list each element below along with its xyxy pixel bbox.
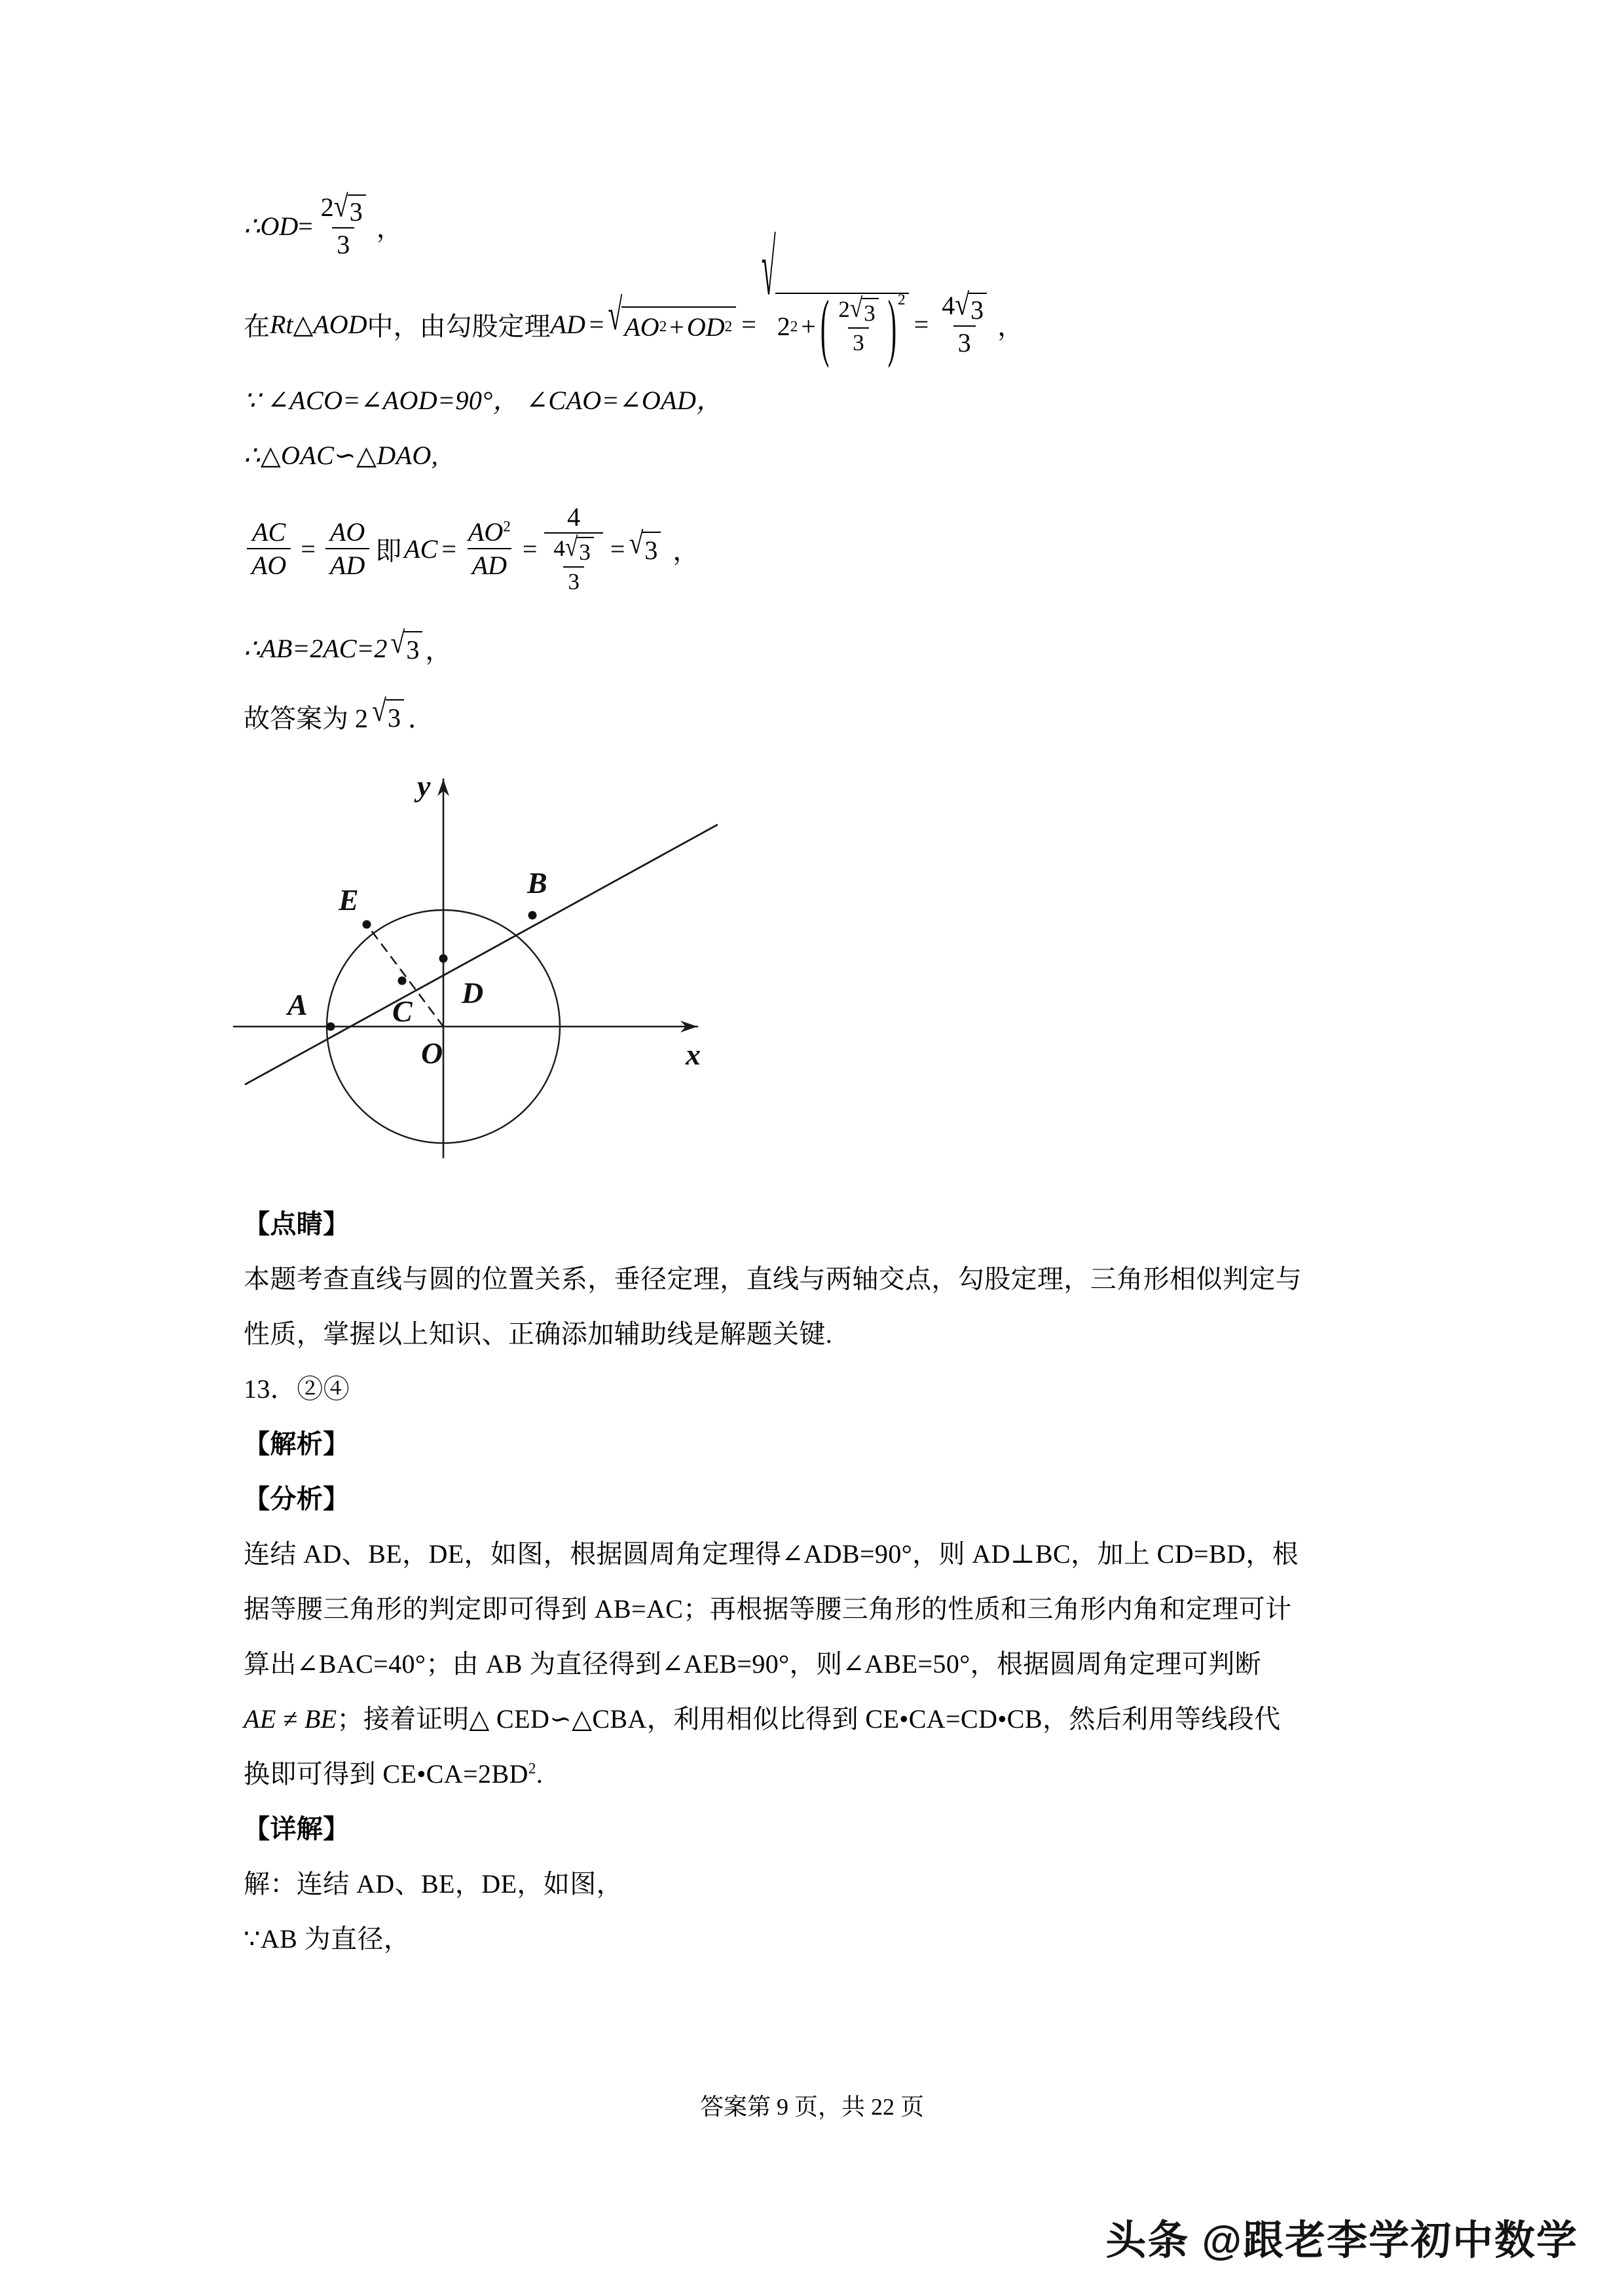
fenxi-line-5: [244, 1747, 1396, 1802]
fenxi-text-1: 连结 AD、BE，DE，如图，根据圆周角定理得∠ADB=90°，则 AD⊥BC，加上 CD=BD，根: [244, 1539, 1299, 1569]
label-y: y: [417, 769, 431, 803]
ae-ne-be-math: AE ≠ BE: [244, 1704, 337, 1734]
sqrt-big-expression: [761, 223, 909, 369]
fenxi-text-4: ；接着证明△ CED∽△CBA，利用相似比得到 CE•CA=CD•CB，然后利用等线段代: [337, 1704, 1281, 1734]
radical-sign-6: √: [564, 532, 578, 562]
xiangjie-line-2: [244, 1912, 1396, 1967]
jiexi-heading-text: 【解析】: [244, 1429, 350, 1459]
equation-similar-triangles: [244, 428, 1396, 483]
inner-coefficient: 2: [838, 297, 850, 323]
secant-line-ab: [246, 825, 717, 1084]
od-numerator: [316, 188, 371, 227]
dianjing-heading-text: 【点睛】: [244, 1209, 350, 1239]
ao-term: AO: [624, 312, 659, 342]
nested-sqrt: [564, 532, 594, 565]
page-footer-text: 答案第 9 页，共 22 页: [699, 2094, 924, 2120]
dianjing-body-line-2: [244, 1307, 1396, 1362]
jiexi-heading: [244, 1417, 1396, 1472]
radical-sign-9: √: [372, 693, 386, 728]
equation-ab: [244, 614, 1396, 682]
ab-sqrt-3: [390, 625, 422, 665]
label-b: B: [527, 866, 547, 900]
inner-denominator: 3: [848, 327, 869, 355]
inner-numerator: [834, 293, 883, 327]
plus-sign-1: +: [669, 312, 684, 342]
radicand: 3: [348, 194, 366, 226]
ratio-ao: AO: [247, 548, 291, 579]
equation-angles: [244, 373, 1396, 428]
answer-sqrt-3: [372, 693, 404, 733]
radical-sign: √: [333, 188, 348, 223]
equation-od: [244, 177, 1396, 275]
equals-sign-1: =: [589, 309, 604, 339]
pythagoras-comma: ，: [997, 311, 1024, 341]
fenxi-line-1: [244, 1527, 1396, 1582]
radicand-big: 2 2 + ( 2 √ 3 3 ) 2: [775, 293, 909, 355]
point-e-dot: [363, 920, 371, 929]
point-d-dot: [439, 955, 448, 963]
four-over-compound-fraction: [544, 503, 603, 594]
therefore-symbol: ∴: [244, 211, 261, 241]
fenxi-heading-text: 【分析】: [244, 1484, 350, 1514]
page-footer: [0, 2088, 1624, 2122]
xiangjie-heading: [244, 1802, 1396, 1857]
result-denominator: 3: [953, 325, 976, 357]
compound-denominator: [544, 532, 603, 594]
plus-sign-2: +: [801, 312, 816, 341]
radical-sign-2: √: [608, 289, 623, 339]
circle-line-diagram: [227, 765, 725, 1171]
fenxi-heading: [244, 1472, 1396, 1527]
ad-variable: AD: [550, 309, 585, 339]
inner-sqrt: [849, 293, 879, 326]
xiangjie-text-1: 解：连结 AD、BE，DE，如图，: [244, 1869, 623, 1899]
xiangjie-heading-text: 【详解】: [244, 1814, 350, 1844]
similar-text: ∴△OAC∽△DAO,: [244, 441, 439, 470]
fenxi-line-2: [244, 1582, 1396, 1637]
equation-pythagoras: [244, 223, 1396, 373]
od-fraction: [316, 188, 371, 259]
dianjing-body-text-2: 性质，掌握以上知识、正确添加辅助线是解题关键.: [244, 1319, 833, 1349]
right-paren: ): [887, 283, 897, 369]
point-a-dot: [327, 1023, 335, 1031]
radicand-sum-squares: AO 2 + OD 2: [621, 306, 736, 342]
equals-sign: =: [298, 211, 313, 241]
ratio-right-fraction: [325, 518, 369, 579]
fenxi-text-3: 算出∠BAC=40°；由 AB 为直径得到∠AEB=90°，则∠ABE=50°，根据圆周角定理可判断: [244, 1649, 1262, 1679]
answer-period: ．: [407, 703, 434, 733]
problem-13-answer-text: 13．②④: [244, 1374, 350, 1404]
label-x: x: [686, 1038, 701, 1071]
inner-radicand: 3: [862, 298, 879, 326]
four-numerator: 4: [567, 502, 581, 532]
watermark: [1105, 2208, 1578, 2266]
radical-sign-3: √: [761, 223, 776, 312]
ao-sq-base: AO: [468, 517, 504, 547]
ratio-equals-1: =: [301, 534, 316, 564]
problem-13-answer: [244, 1362, 1396, 1417]
answer-lead-text: 故答案为 2: [244, 703, 368, 733]
sqrt-3-radical: [333, 188, 366, 227]
geometry-figure-container: [244, 765, 1396, 1197]
ratio-equals-3: =: [522, 534, 538, 564]
ao-squared-over-ad: [464, 518, 515, 579]
fenxi-line-3: [244, 1637, 1396, 1692]
bd-exponent: 2: [528, 1760, 536, 1777]
marked-points-group: [327, 911, 537, 1031]
fenxi-text-2: 据等腰三角形的判定即可得到 AB=AC；再根据等腰三角形的性质和三角形内角和定理可计: [244, 1594, 1292, 1624]
result-radicand: 3: [969, 293, 987, 324]
ratio-ao2: AO: [329, 517, 365, 547]
ab-radicand: 3: [404, 631, 422, 665]
ad-denominator: AD: [468, 548, 511, 579]
angles-text: ∵ ∠ACO=∠AOD=90°， ∠CAO=∠OAD，: [244, 386, 723, 415]
radical-sign-4: √: [849, 293, 863, 323]
label-d: D: [462, 976, 484, 1010]
fenxi-text-5-post: .: [536, 1759, 544, 1789]
label-e: E: [339, 883, 359, 917]
ab-comma: ，: [425, 635, 452, 665]
inner-fraction: [834, 293, 883, 355]
therefore-symbol-2: ∴: [244, 633, 261, 663]
parenthesized-fraction: ( 2 √ 3 3 ) 2: [819, 297, 906, 355]
ab-expression: AB=2AC=2: [260, 633, 388, 663]
xiangjie-line-1: [244, 1857, 1396, 1912]
label-o: O: [421, 1036, 443, 1070]
point-c-dot: [398, 977, 407, 985]
nested-coefficient: 4: [553, 536, 565, 562]
ratio-ac-result: AC: [404, 534, 438, 564]
nested-radicand: 3: [577, 537, 594, 565]
pythagoras-lead-text: 在: [244, 311, 270, 341]
dianjing-heading: [244, 1197, 1396, 1252]
radical-sign-8: √: [390, 625, 405, 660]
fenxi-text-5-pre: 换即可得到 CE•CA=2BD: [244, 1759, 528, 1789]
od-term: OD: [686, 312, 725, 342]
watermark-text: 头条 @跟老李学初中数学: [1105, 2218, 1578, 2263]
ratio-comma: ，: [673, 536, 699, 566]
dianjing-body-line-1: [244, 1252, 1396, 1307]
pythagoras-result-fraction: [937, 286, 991, 357]
left-paren: (: [820, 283, 830, 369]
trailing-comma: ，: [376, 213, 403, 243]
equals-sign-3: =: [913, 309, 929, 339]
label-a: A: [287, 988, 308, 1021]
answer-radicand: 3: [386, 699, 404, 733]
page-content: [244, 177, 1396, 1967]
ratio-ad: AD: [325, 548, 369, 579]
radical-sign-7: √: [629, 525, 644, 560]
xiangjie-text-2: ∵AB 为直径，: [244, 1924, 411, 1954]
final-answer-line: [244, 682, 1396, 750]
equation-ratio: [244, 483, 1396, 614]
final-sqrt-3: [629, 525, 661, 566]
radical-sign-5: √: [955, 286, 970, 321]
ratio-ac: AC: [252, 517, 286, 547]
pythagoras-mid-text: 中，由勾股定理: [367, 311, 551, 341]
ao-squared-numerator: [464, 518, 515, 547]
equals-sign-2: =: [741, 309, 756, 339]
fenxi-line-4: [244, 1692, 1396, 1747]
result-sqrt: [955, 286, 987, 325]
nested-numerator: [549, 532, 599, 566]
result-numerator: [937, 286, 991, 325]
dianjing-body-text-1: 本题考查直线与圆的位置关系，垂径定理，直线与两轴交点，勾股定理，三角形相似判定与: [244, 1264, 1302, 1294]
label-c: C: [392, 994, 413, 1028]
nested-fraction: [549, 532, 599, 594]
sqrt-sum-squares: [608, 289, 736, 342]
ratio-ji-character: 即: [375, 536, 402, 566]
ratio-equals-4: =: [610, 534, 625, 564]
two-base: 2: [777, 312, 790, 341]
triangle-aod-label: Rt△AOD: [270, 309, 367, 339]
ratio-equals-2: =: [441, 534, 456, 564]
final-radicand: 3: [642, 532, 661, 566]
ratio-left-fraction: [247, 518, 291, 579]
od-denominator: 3: [332, 227, 354, 259]
ao-sq-exponent: 2: [503, 518, 511, 536]
result-coefficient: 4: [942, 290, 955, 320]
point-b-dot: [528, 911, 537, 920]
od-num-coefficient: 2: [320, 192, 334, 222]
nested-denominator: 3: [563, 566, 584, 594]
od-variable: OD: [260, 211, 299, 241]
